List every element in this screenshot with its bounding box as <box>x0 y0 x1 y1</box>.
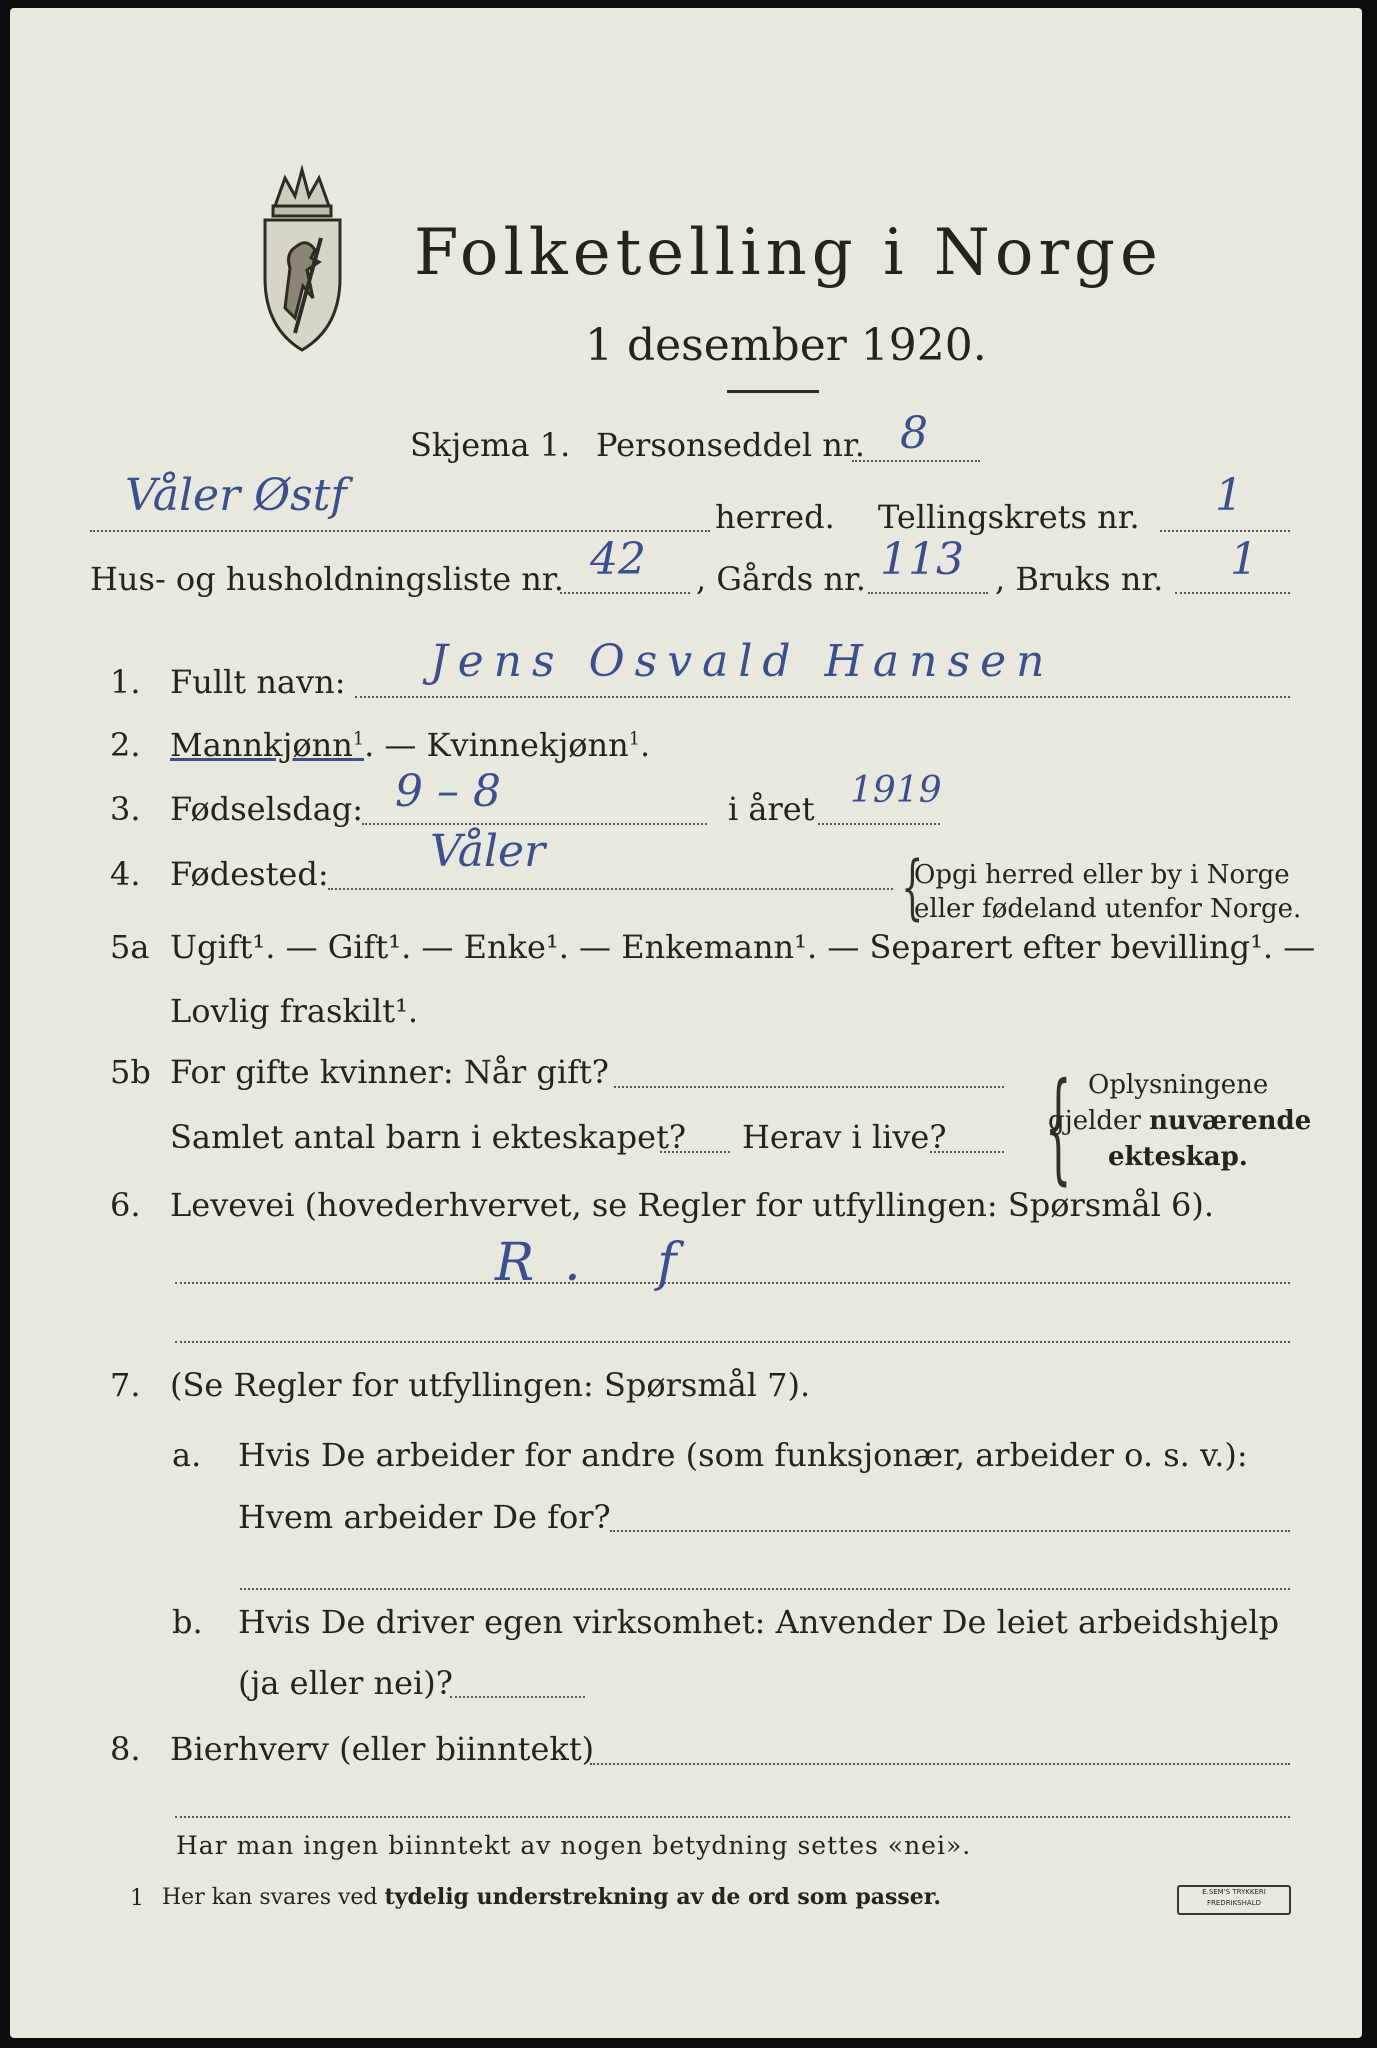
hus-label: Hus- og husholdningsliste nr. <box>90 560 564 598</box>
q6-number: 6. <box>110 1186 141 1224</box>
side-income-field-1[interactable] <box>590 1763 1290 1765</box>
hus-value: 42 <box>590 534 646 585</box>
herred-field[interactable] <box>90 530 710 532</box>
q4-brace: { <box>901 846 924 928</box>
form-title: Folketelling i Norge <box>414 216 1163 290</box>
title-divider <box>727 390 819 393</box>
employer-label: Hvem arbeider De for? <box>238 1498 611 1536</box>
hus-field[interactable] <box>560 592 690 594</box>
occupation-value: R. f <box>495 1233 707 1293</box>
gards-label: , Gårds nr. <box>696 560 866 598</box>
gender-option-line: Mannkjønn$^1$. — Kvinnekjønn$^1$. <box>170 726 651 764</box>
married-date-field[interactable] <box>614 1086 1004 1088</box>
gards-field[interactable] <box>868 592 988 594</box>
q1-number: 1. <box>110 663 141 701</box>
q4-number: 4. <box>110 855 141 893</box>
q7a-number: a. <box>172 1436 202 1474</box>
bruks-value: 1 <box>1230 534 1258 585</box>
gards-value: 113 <box>880 534 964 585</box>
printer-stamp-line-1: E.SEM'S TRYKKERI <box>1202 1888 1266 1896</box>
q7a-text: Hvis De arbeider for andre (som funksjonær, arbeider o. s. v.): <box>238 1436 1248 1474</box>
q8-number: 8. <box>110 1730 141 1768</box>
q7-number: 7. <box>110 1366 141 1404</box>
q4-note-line-1: Opgi herred eller by i Norge <box>914 860 1290 890</box>
birthplace-value: Våler <box>430 826 546 877</box>
q5b-note-line-3: ekteskap. <box>1108 1142 1248 1172</box>
personseddel-field[interactable] <box>852 460 980 462</box>
employer-field-2[interactable] <box>240 1588 1290 1590</box>
footnote-mark: 1 <box>130 1886 144 1911</box>
children-total-label: Samlet antal barn i ekteskapet? <box>170 1118 687 1156</box>
q5b-number: 5b <box>110 1053 151 1091</box>
tellingskrets-field[interactable] <box>1160 530 1290 532</box>
herred-label: herred. <box>715 498 835 536</box>
birthday-value: 9 – 8 <box>395 766 501 817</box>
skjema-label: Skjema 1. <box>410 426 571 464</box>
gender-female-option[interactable]: Kvinnekjønn$^1$ <box>426 726 640 764</box>
q3-number: 3. <box>110 790 141 828</box>
q3-label: Fødselsdag: <box>170 790 364 828</box>
q7-label: (Se Regler for utfyllingen: Spørsmål 7). <box>170 1366 811 1404</box>
birthplace-field[interactable] <box>328 888 893 890</box>
bruks-label: , Bruks nr. <box>995 560 1164 598</box>
footnote-text: Her kan svares ved tydelig understrekning av de ord som passer. <box>162 1884 942 1910</box>
birth-year-field[interactable] <box>818 823 940 825</box>
q8-note: Har man ingen biinntekt av nogen betydning settes «nei». <box>176 1831 972 1860</box>
employer-field-1[interactable] <box>610 1530 1290 1532</box>
occupation-field-1[interactable] <box>175 1282 1290 1284</box>
q2-number: 2. <box>110 726 141 764</box>
tellingskrets-label: Tellingskrets nr. <box>878 498 1140 536</box>
side-income-field-2[interactable] <box>175 1816 1290 1818</box>
q7b-text: Hvis De driver egen virksomhet: Anvender De leiet arbeidshjelp <box>238 1603 1280 1641</box>
printer-stamp-line-2: FREDRIKSHALD <box>1206 1899 1261 1907</box>
hired-help-label: (ja eller nei)? <box>238 1664 453 1702</box>
q4-label: Fødested: <box>170 855 329 893</box>
q4-note-line-2: eller fødeland utenfor Norge. <box>914 894 1302 924</box>
children-alive-label: Herav i live? <box>742 1118 947 1156</box>
full-name-field[interactable] <box>355 696 1290 698</box>
gender-male-option[interactable]: Mannkjønn$^1$ <box>170 726 365 764</box>
personseddel-value: 8 <box>900 408 928 459</box>
marital-status-options[interactable]: Ugift¹. — Gift¹. — Enke¹. — Enkemann¹. — Separert efter bevilling¹. — <box>170 928 1316 966</box>
norway-coat-of-arms-icon <box>245 158 360 358</box>
q1-label: Fullt navn: <box>170 663 346 701</box>
personseddel-label: Personseddel nr. <box>596 426 865 464</box>
tellingskrets-value: 1 <box>1215 470 1243 521</box>
q6-label: Levevei (hovederhvervet, se Regler for utfyllingen: Spørsmål 6). <box>170 1186 1215 1224</box>
q8-label: Bierhverv (eller biinntekt) <box>170 1730 595 1768</box>
occupation-field-2[interactable] <box>175 1341 1290 1343</box>
year-label: i året <box>728 790 815 828</box>
children-alive-field[interactable] <box>930 1151 1004 1153</box>
q5b-note-line-2: gjelder nuværende <box>1048 1106 1312 1136</box>
printer-stamp <box>1177 1885 1291 1915</box>
q5a-number: 5a <box>110 928 150 966</box>
married-date-label: For gifte kvinner: Når gift? <box>170 1053 609 1091</box>
hired-help-field[interactable] <box>450 1696 585 1698</box>
children-total-field[interactable] <box>660 1151 730 1153</box>
q7b-number: b. <box>172 1603 203 1641</box>
q5b-note-line-1: Oplysningene <box>1088 1070 1269 1100</box>
census-date: 1 desember 1920. <box>585 320 987 371</box>
herred-value: Våler Østf <box>125 470 347 521</box>
birth-year-value: 1919 <box>850 770 942 811</box>
birthday-field[interactable] <box>362 823 707 825</box>
q5b-brace: { <box>1044 1058 1072 1197</box>
marital-status-divorced[interactable]: Lovlig fraskilt¹. <box>170 992 419 1030</box>
bruks-field[interactable] <box>1175 592 1290 594</box>
full-name-value: Jens Osvald Hansen <box>430 636 1055 687</box>
census-form <box>10 8 1362 2038</box>
